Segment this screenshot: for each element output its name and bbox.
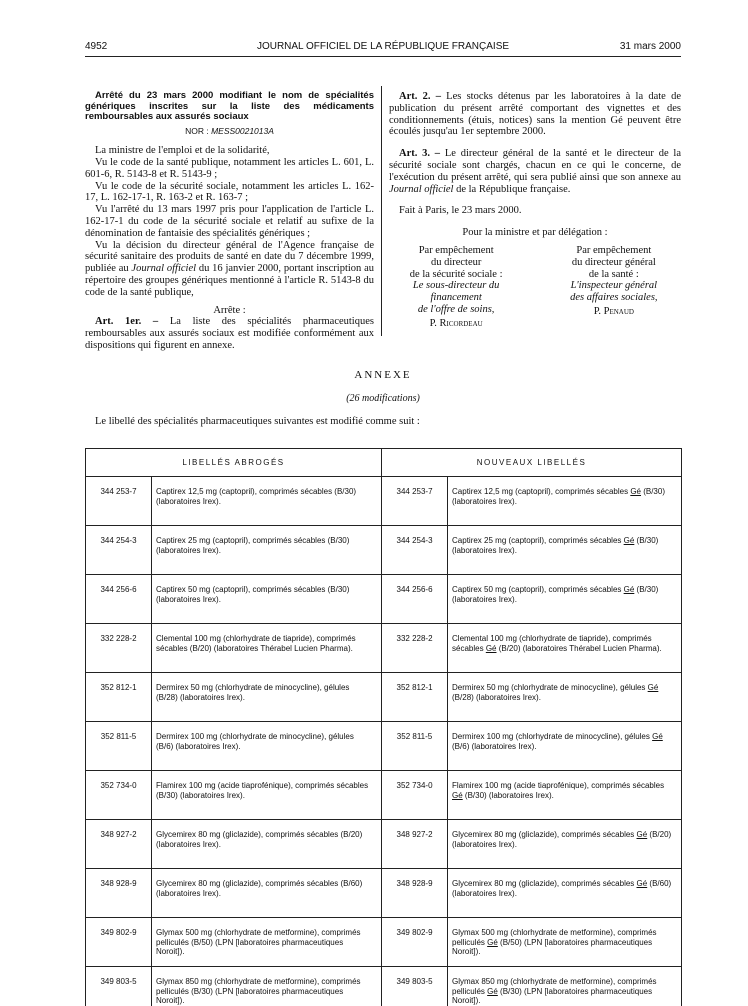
new-description [448,477,682,526]
article-2-text: Les stocks détenus par les laboratoires à la date de publication du présent arrêté comportant des vignettes et des conditionnements (étuis, notices) sans la mention Gé peuvent être écoulés jusqu'au 1er septembre 2000. [389,91,681,138]
sig-left-line-5: de l'offre de soins, [417,303,495,315]
annexe-subtitle: (26 modifications) [346,393,420,404]
page-number: 4952 [85,41,108,52]
new-code: 352 734-0 [382,771,448,820]
new-description-part-a: Dermirex 50 mg (chlorhydrate de minocycline), gélules [452,683,648,692]
new-description-part-a: Flamirex 100 mg (acide tiaprofénique), comprimés sécables [452,781,665,790]
table-row [86,673,682,722]
old-description: Captirex 12,5 mg (captopril), comprimés sécables (B/30) (laboratoires Irex). [152,477,382,526]
new-description-part-b: (B/60) (laboratoires Irex). [452,879,672,898]
annexe-title: ANNEXE [354,369,412,381]
table-row [86,820,682,869]
new-description-part-b: (B/20) (laboratoires Thérabel Lucien Pharma). [496,643,662,653]
new-description [448,673,682,722]
old-code: 352 811-5 [86,722,152,771]
new-description-part-a: Glymax 500 mg (chlorhydrate de metformine), comprimés pelliculés [452,928,657,947]
new-description [448,820,682,869]
article-3-text-a: Le directeur général de la santé et le directeur de la sécurité sociale sont chargés, chacun en ce qui le concerne, de l'exécution du présent arrêté, qui sera publié ainsi que son annexe au [389,148,681,183]
new-description-part-b: (B/28) (laboratoires Irex). [452,692,541,702]
generique-mark: Gé [452,790,463,800]
new-description-part-b: (B/50) (LPN [laboratoires pharmaceutiques Noroit]). [452,937,653,956]
right-column [389,91,681,330]
old-code: 352 734-0 [86,771,152,820]
table-row [86,771,682,820]
table-row [86,722,682,771]
new-description [448,526,682,575]
article-1 [85,316,374,351]
delegation-line: Pour la ministre et par délégation : [462,227,608,239]
journal-title: JOURNAL OFFICIEL DE LA RÉPUBLIQUE FRANÇAISE [256,41,510,52]
generique-mark: Gé [487,937,498,947]
vu-decision-part-c: du 16 janvier 2000, portant inscription au répertoire des groupes génériques mentionné à l'article R. 5143-8 du code de la santé publique, [85,263,374,298]
old-code: 344 254-3 [86,526,152,575]
table-row [86,967,682,1006]
generique-mark: Gé [647,683,659,692]
old-description: Dermirex 50 mg (chlorhydrate de minocycline), gélules (B/28) (laboratoires Irex). [152,673,382,722]
generique-mark: Gé [636,879,648,888]
paragraph-ministre: La ministre de l'emploi et de la solidarité, [95,145,270,157]
new-description-part-a: Glycemirex 80 mg (gliclazide), comprimés sécables [452,879,637,888]
old-code: 348 927-2 [86,820,152,869]
article-2-label: Art. 2. – [399,91,441,102]
new-description-part-b: (B/30) (laboratoires Irex). [462,790,554,800]
sig-right-line-1: Par empêchement [576,244,652,256]
new-description-part-a: Glycemirex 80 mg (gliclazide), comprimés sécables [452,830,637,839]
new-description-part-b: (B/20) (laboratoires Irex). [452,830,672,849]
new-description-part-b: (B/30) (laboratoires Irex). [452,487,665,506]
generique-mark: Gé [623,585,635,594]
new-description-part-a: Captirex 25 mg (captopril), comprimés sécables [452,536,624,545]
table-header-row [86,449,682,477]
header-libelles-abroges: LIBELLÉS ABROGÉS [86,449,382,477]
old-code: 349 803-5 [86,967,152,1006]
sig-right-line-2: du directeur général [571,256,656,268]
sig-left-line-1: Par empêchement [418,244,494,256]
issue-date: 31 mars 2000 [619,41,681,52]
old-description: Captirex 50 mg (captopril), comprimés sécables (B/30) (laboratoires Irex). [152,575,382,624]
old-code: 349 802-9 [86,918,152,967]
modifications-table [85,448,682,1006]
new-description [448,771,682,820]
sig-right-name: P. Penaud [593,305,634,317]
new-description [448,869,682,918]
header-nouveaux-libelles: NOUVEAUX LIBELLÉS [382,449,682,477]
old-description: Glymax 850 mg (chlorhydrate de metformine), comprimés pelliculés (B/30) (LPN [laboratoires pharmaceutiques Noroit]). [152,967,382,1006]
new-code: 349 803-5 [382,967,448,1006]
header-rule [85,56,681,57]
old-description: Glycemirex 80 mg (gliclazide), comprimés sécables (B/20) (laboratoires Irex). [152,820,382,869]
article-3-text-c: de la République française. [453,183,571,195]
old-description: Dermirex 100 mg (chlorhydrate de minocycline), gélules (B/6) (laboratoires Irex). [152,722,382,771]
paragraph-vu-csp: Vu le code de la santé publique, notamment les articles L. 601, L. 601-6, R. 5143-8 et R. 5143-9 ; [85,157,374,180]
old-description: Captirex 25 mg (captopril), comprimés sécables (B/30) (laboratoires Irex). [152,526,382,575]
new-description-part-a: Captirex 12,5 mg (captopril), comprimés sécables [452,487,631,496]
old-code: 332 228-2 [86,624,152,673]
generique-mark: Gé [652,732,663,741]
new-description-part-a: Dermirex 100 mg (chlorhydrate de minocycline), gélules [452,732,653,741]
new-description-part-b: (B/30) (laboratoires Irex). [452,585,659,604]
new-description [448,575,682,624]
nor-code: MESS0021013A [211,125,274,136]
old-description: Clemental 100 mg (chlorhydrate de tiapride), comprimés sécables (B/20) (laboratoires Thérabel Lucien Pharma). [152,624,382,673]
nor-reference [85,126,374,138]
signature-left [389,245,523,330]
left-column [85,91,374,352]
article-1-text: La liste des spécialités pharmaceutiques remboursables aux assurés sociaux est modifiée conformément aux dispositions qui figurent en annexe. [85,316,374,352]
column-divider [381,86,382,336]
new-code: 344 253-7 [382,477,448,526]
sig-left-line-3: de la sécurité sociale : [409,268,503,280]
article-3 [389,148,681,195]
new-code: 352 812-1 [382,673,448,722]
old-code: 348 928-9 [86,869,152,918]
old-description: Flamirex 100 mg (acide tiaprofénique), comprimés sécables (B/30) (laboratoires Irex). [152,771,382,820]
new-code: 348 927-2 [382,820,448,869]
generique-mark: Gé [623,536,635,545]
new-code: 344 256-6 [382,575,448,624]
generique-mark: Gé [487,986,498,996]
article-2 [389,91,681,138]
sig-left-name: P. Ricordeau [429,317,483,329]
sig-left-line-4: Le sous-directeur du financement [412,280,500,304]
paragraph-vu-arrete: Vu l'arrêté du 13 mars 1997 pris pour l'application de l'article L. 162-17-1 du code de la sécurité sociale et relatif au sufixe de la dénomination de fantaisie des spécialités génériques ; [85,204,374,239]
page-header [85,41,681,55]
signatures [389,245,681,330]
table-row [86,624,682,673]
sig-right-line-5: des affaires sociales, [570,292,658,304]
new-description-part-a: Glymax 850 mg (chlorhydrate de metformine), comprimés pelliculés [452,977,657,996]
new-description-part-b: (B/30) (LPN [laboratoires pharmaceutiques Noroit]). [452,986,653,1005]
new-description-part-a: Captirex 50 mg (captopril), comprimés sécables [452,585,624,594]
table-row [86,575,682,624]
generique-mark: Gé [630,487,641,496]
new-description [448,722,682,771]
fait-a-paris: Fait à Paris, le 23 mars 2000. [399,205,522,217]
article-1-label: Art. 1er. – [95,316,159,328]
old-description: Glycemirex 80 mg (gliclazide), comprimés sécables (B/60) (laboratoires Irex). [152,869,382,918]
table-row [86,477,682,526]
new-description-part-a: Clemental 100 mg (chlorhydrate de tiapride), comprimés sécables [452,634,652,653]
journal-officiel-ref: Journal officiel [131,263,197,275]
sig-left-line-2: du directeur [430,256,482,268]
arrete-title: Arrêté du 23 mars 2000 modifiant le nom de spécialités génériques inscrites sur la liste des médicaments remboursables aux assurés sociaux [85,90,374,122]
new-code: 352 811-5 [382,722,448,771]
paragraph-vu-decision [85,240,374,299]
new-description [448,624,682,673]
generique-mark: Gé [485,643,497,653]
nor-label: NOR : [185,125,209,136]
table-row [86,918,682,967]
generique-mark: Gé [636,830,648,839]
new-code: 349 802-9 [382,918,448,967]
new-description [448,918,682,967]
new-code: 348 928-9 [382,869,448,918]
article-3-journal: Journal officiel [389,183,454,195]
signature-right [547,245,681,330]
new-code: 332 228-2 [382,624,448,673]
article-3-label: Art. 3. – [399,148,441,160]
table-row [86,526,682,575]
annexe-intro: Le libellé des spécialités pharmaceutiques suivantes est modifié comme suit : [95,416,420,427]
old-description: Glymax 500 mg (chlorhydrate de metformine), comprimés pelliculés (B/50) (LPN [laboratoires pharmaceutiques Noroit]). [152,918,382,967]
old-code: 344 253-7 [86,477,152,526]
paragraph-vu-css: Vu le code de la sécurité sociale, notamment les articles L. 162-17, L. 162-17-1, R. 163-2 et R. 163-7 ; [85,180,374,204]
new-description-part-b: (B/6) (laboratoires Irex). [452,741,537,751]
sig-right-line-3: de la santé : [588,268,639,280]
arrete-heading: Arrête : [213,304,246,316]
old-code: 344 256-6 [86,575,152,624]
sig-right-line-4: L'inspecteur général [570,280,658,292]
new-description-part-b: (B/30) (laboratoires Irex). [452,536,659,555]
old-code: 352 812-1 [86,673,152,722]
vu-decision-part-a: Vu la décision du directeur général de l'Agence française de sécurité sanitaire des produits de santé en date du 7 décembre 1999, publiée au [85,239,374,275]
table-row [86,869,682,918]
new-description [448,967,682,1006]
new-code: 344 254-3 [382,526,448,575]
